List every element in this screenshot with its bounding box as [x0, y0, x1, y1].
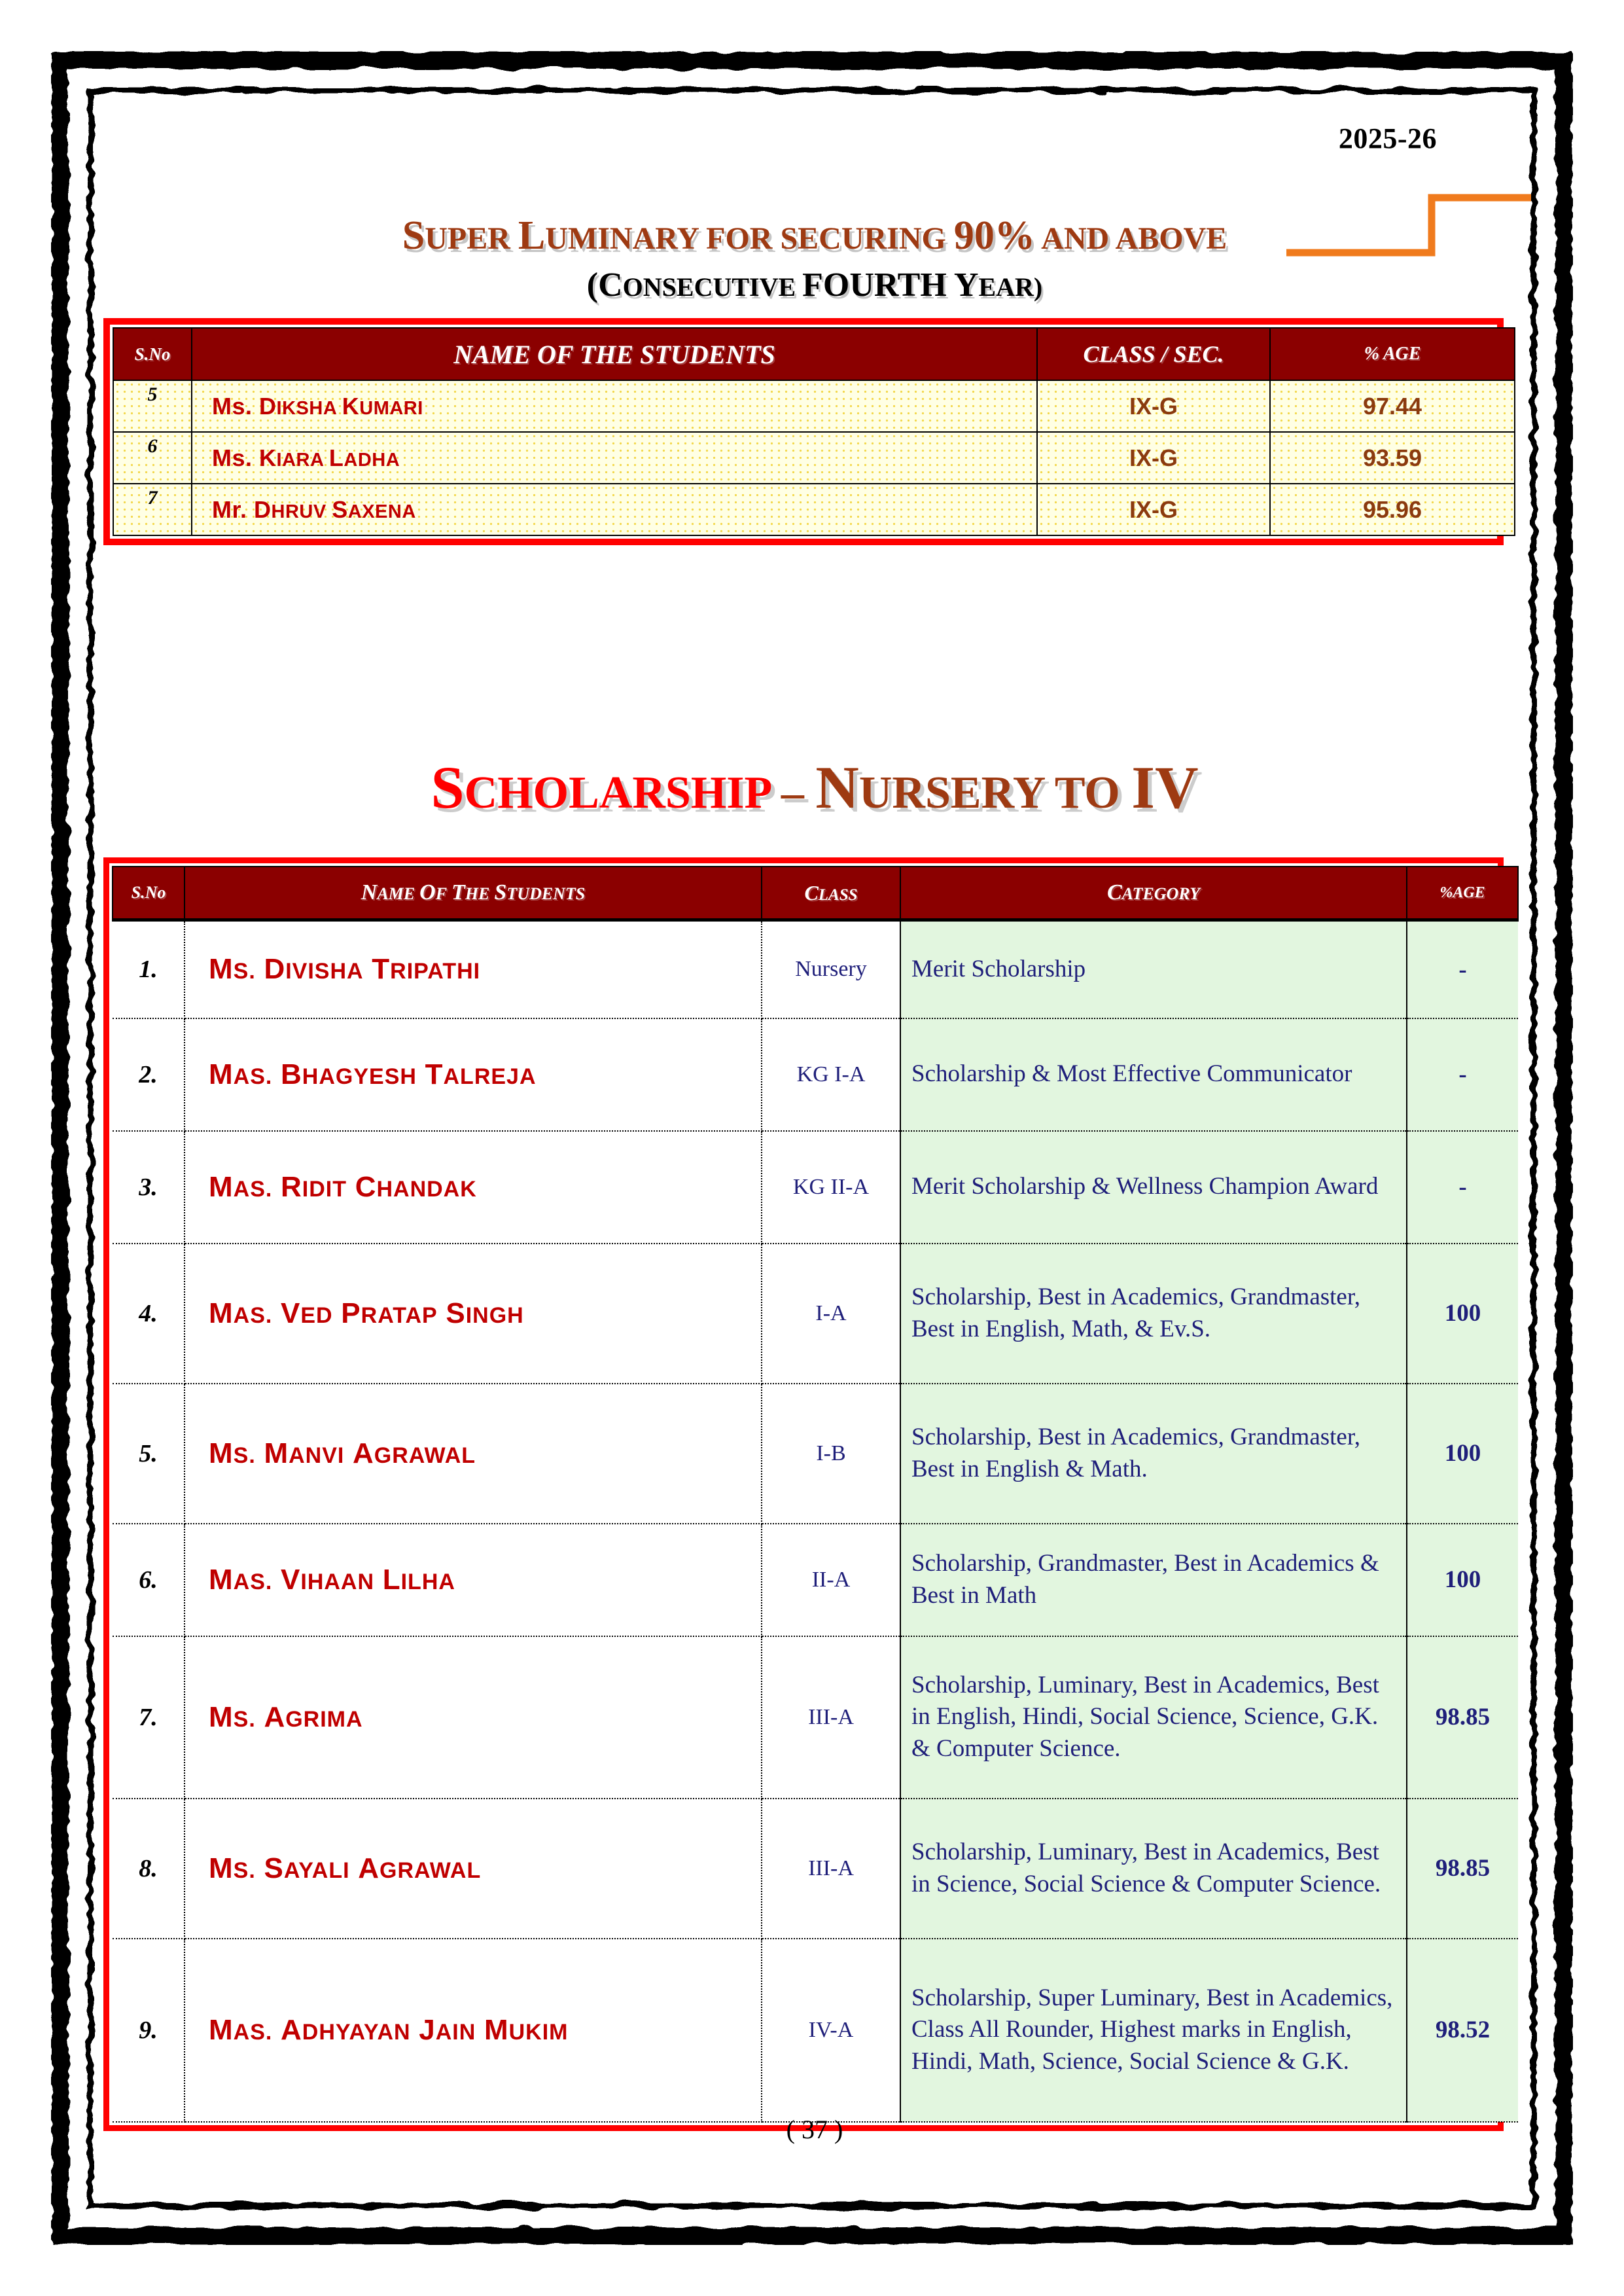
- cell-class: IX-G: [1037, 380, 1270, 432]
- cell-pct: -: [1407, 1131, 1518, 1244]
- cell-category: Merit Scholarship: [900, 920, 1407, 1018]
- super-luminary-heading: [98, 213, 1531, 304]
- scholarship-heading: [98, 753, 1531, 822]
- table-row: [113, 1244, 1518, 1384]
- table-row: [113, 1636, 1518, 1799]
- cell-name: MS. MANVI AGRAWAL: [185, 1384, 762, 1524]
- cell-name: MAS. RIDIT CHANDAK: [185, 1131, 762, 1244]
- cell-pct: 98.85: [1407, 1636, 1518, 1799]
- th-pct: %AGE: [1407, 867, 1518, 920]
- scholarship-rest: CHOLARSHIP: [464, 768, 770, 818]
- cell-category: Scholarship & Most Effective Communicator: [900, 1018, 1407, 1131]
- th-category: CATEGORY: [900, 867, 1407, 920]
- sub-ear-close: EAR): [978, 272, 1043, 302]
- scholarship-nursery-to: URSERY TO: [858, 768, 1132, 818]
- academic-year-label: 2025-26: [1338, 122, 1437, 154]
- cell-class: IX-G: [1037, 432, 1270, 484]
- table-header-row: [113, 867, 1518, 920]
- super-luminary-title-line2: [98, 266, 1531, 304]
- name-cap2: S: [332, 495, 348, 523]
- cell-sno: 5: [113, 380, 192, 432]
- table-row: [113, 484, 1515, 535]
- cell-pct: 98.85: [1407, 1799, 1518, 1939]
- table-header-row: [113, 328, 1515, 380]
- cell-sno: 5.: [113, 1384, 185, 1524]
- cell-pct: 100: [1407, 1244, 1518, 1384]
- cell-category: Scholarship, Luminary, Best in Academics, Best in English, Hindi, Social Science, Science, G.K. & Computer Science.: [900, 1636, 1407, 1799]
- title-ninety-percent: 90%: [953, 213, 1035, 258]
- cell-category: Merit Scholarship & Wellness Champion Award: [900, 1131, 1407, 1244]
- cell-name: MAS. ADHYAYAN JAIN MUKIM: [185, 1939, 762, 2122]
- cell-pct: 98.52: [1407, 1939, 1518, 2122]
- sub-fourth: FOURTH: [802, 266, 954, 304]
- cell-name: [192, 380, 1037, 432]
- table-row: [113, 432, 1515, 484]
- cell-category: Scholarship, Best in Academics, Grandmaster, Best in English & Math.: [900, 1384, 1407, 1524]
- cell-pct: 100: [1407, 1384, 1518, 1524]
- cell-class: III-A: [762, 1799, 900, 1939]
- cell-name: [192, 432, 1037, 484]
- cell-sno: 6: [113, 432, 192, 484]
- name-title: Ms.: [212, 392, 253, 420]
- table-row: [113, 1018, 1518, 1131]
- th-name: NAME OF THE STUDENTS: [192, 328, 1037, 380]
- table-row: [113, 1131, 1518, 1244]
- cell-sno: 3.: [113, 1131, 185, 1244]
- table-row: [113, 1384, 1518, 1524]
- scholarship-table-frame: [103, 857, 1504, 2131]
- th-sno: S.No: [113, 867, 185, 920]
- cell-category: Scholarship, Grandmaster, Best in Academics & Best in Math: [900, 1524, 1407, 1636]
- th-pct: % AGE: [1270, 328, 1515, 380]
- cell-class: Nursery: [762, 920, 900, 1018]
- cell-sno: 9.: [113, 1939, 185, 2122]
- name-rest2: AXENA: [347, 501, 416, 522]
- cell-class: II-A: [762, 1524, 900, 1636]
- name-cap1: K: [259, 444, 277, 471]
- table-row: [113, 1799, 1518, 1939]
- title-uminary: UMINARY: [545, 221, 699, 256]
- super-luminary-title-line1: [98, 213, 1531, 258]
- name-rest1: IKSHA: [276, 397, 342, 419]
- title-and-above: AND ABOVE: [1034, 221, 1227, 256]
- scholarship-iv: IV: [1131, 754, 1199, 821]
- sub-onsecutive: ONSECUTIVE: [622, 272, 803, 302]
- name-cap1: D: [259, 392, 277, 420]
- th-class: CLASS / SEC.: [1037, 328, 1270, 380]
- cell-pct: 97.44: [1270, 380, 1515, 432]
- sub-open-paren-c: (C: [586, 266, 623, 304]
- scholarship-dash: –: [769, 768, 816, 818]
- table-row: [113, 920, 1518, 1018]
- th-class: CLASS: [762, 867, 900, 920]
- scholarship-table: [112, 866, 1519, 2123]
- table-row: [113, 1524, 1518, 1636]
- cell-name: MS. DIVISHA TRIPATHI: [185, 920, 762, 1018]
- cell-class: I-B: [762, 1384, 900, 1524]
- cell-sno: 7: [113, 484, 192, 535]
- cell-pct: 100: [1407, 1524, 1518, 1636]
- cell-name: MAS. BHAGYESH TALREJA: [185, 1018, 762, 1131]
- cell-sno: 7.: [113, 1636, 185, 1799]
- name-cap1: D: [254, 495, 272, 523]
- cell-class: I-A: [762, 1244, 900, 1384]
- name-cap2: K: [342, 392, 360, 420]
- name-rest1: IARA: [276, 449, 329, 471]
- name-cap2: L: [328, 444, 344, 471]
- scholarship-table-body: [113, 920, 1518, 2122]
- sub-cap-y: Y: [953, 266, 979, 304]
- title-for-securing: FOR SECURING: [698, 221, 954, 256]
- scholarship-cap-n: N: [815, 754, 859, 821]
- th-name: NAME OF THE STUDENTS: [185, 867, 762, 920]
- name-rest2: UMARI: [359, 397, 423, 419]
- cell-name: MAS. VED PRATAP SINGH: [185, 1244, 762, 1384]
- title-uper: UPER: [425, 221, 518, 256]
- th-sno: S.No: [113, 328, 192, 380]
- cell-class: IX-G: [1037, 484, 1270, 535]
- cell-pct: -: [1407, 1018, 1518, 1131]
- cell-name: MS. SAYALI AGRAWAL: [185, 1799, 762, 1939]
- scholarship-cap-s: S: [431, 754, 465, 821]
- page-content: [98, 92, 1531, 2206]
- name-rest2: ADHA: [344, 449, 400, 471]
- cell-pct: -: [1407, 920, 1518, 1018]
- cell-sno: 8.: [113, 1799, 185, 1939]
- cell-name: MAS. VIHAAN LILHA: [185, 1524, 762, 1636]
- cell-category: Scholarship, Super Luminary, Best in Academics, Class All Rounder, Highest marks in English, Hindi, Math, Science, Social Science & G.K.: [900, 1939, 1407, 2122]
- table-row: [113, 380, 1515, 432]
- super-luminary-table: [113, 327, 1515, 536]
- cell-category: Scholarship, Best in Academics, Grandmaster, Best in English, Math, & Ev.S.: [900, 1244, 1407, 1384]
- cell-class: IV-A: [762, 1939, 900, 2122]
- cell-pct: 95.96: [1270, 484, 1515, 535]
- cell-name: [192, 484, 1037, 535]
- cell-sno: 1.: [113, 920, 185, 1018]
- title-cap-s: S: [402, 213, 425, 258]
- cell-category: Scholarship, Luminary, Best in Academics, Best in Science, Social Science & Computer Science.: [900, 1799, 1407, 1939]
- page-number: ( 37 ): [786, 2115, 843, 2144]
- title-cap-l: L: [518, 213, 546, 258]
- cell-sno: 6.: [113, 1524, 185, 1636]
- cell-class: III-A: [762, 1636, 900, 1799]
- name-title: Ms.: [212, 444, 253, 471]
- cell-sno: 2.: [113, 1018, 185, 1131]
- cell-pct: 93.59: [1270, 432, 1515, 484]
- table-row: [113, 1939, 1518, 2122]
- name-title: Mr.: [212, 495, 247, 523]
- cell-name: MS. AGRIMA: [185, 1636, 762, 1799]
- cell-class: KG II-A: [762, 1131, 900, 1244]
- cell-sno: 4.: [113, 1244, 185, 1384]
- super-luminary-table-frame: [103, 318, 1504, 545]
- name-rest1: HRUV: [271, 501, 332, 522]
- cell-class: KG I-A: [762, 1018, 900, 1131]
